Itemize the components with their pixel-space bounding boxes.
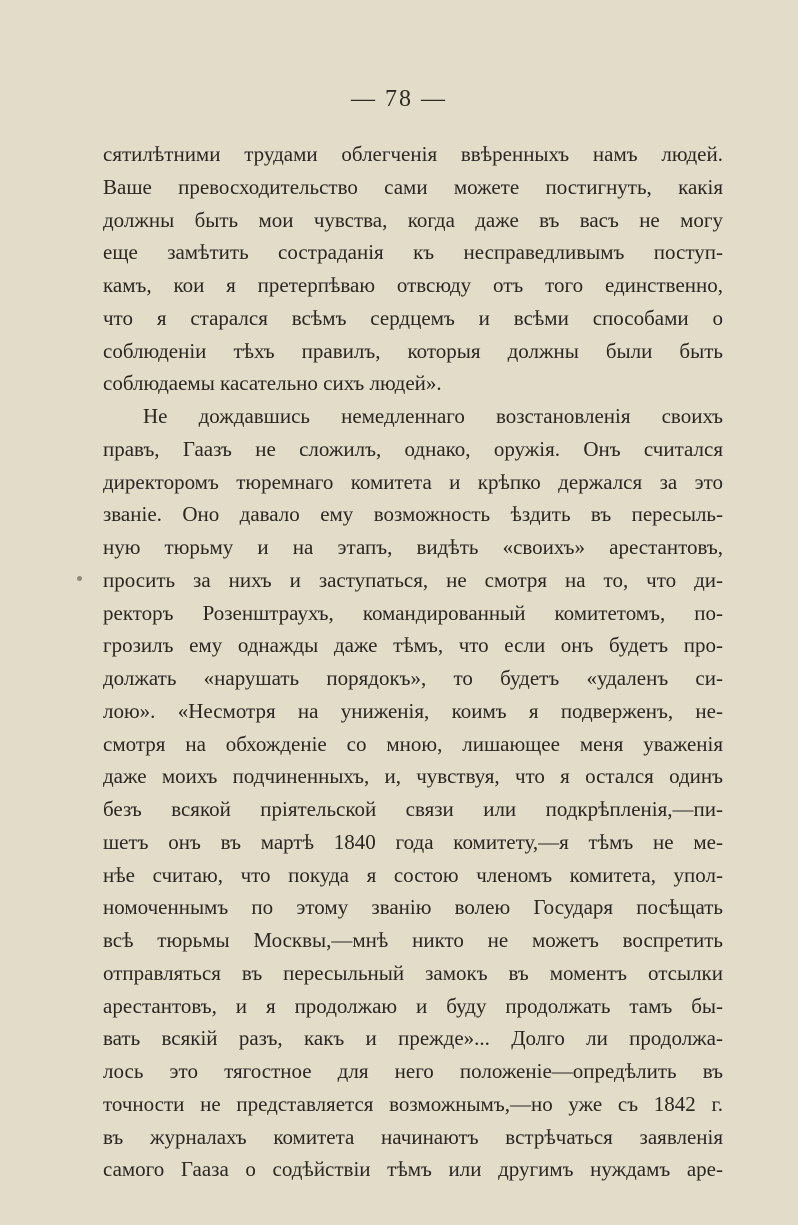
text-line: соблюденіи тѣхъ правилъ, которыя должны были быть: [103, 338, 723, 363]
text-line: самого Гааза о содѣйствіи тѣмъ или другимъ нуждамъ аре-: [103, 1157, 723, 1182]
text-line: камъ, кои я претерпѣваю отвсюду отъ того единственно,: [103, 273, 723, 297]
margin-mark: [77, 576, 82, 581]
text-line: званіе. Оно давало ему возможность ѣздить въ пересыль-: [103, 502, 723, 527]
text-line: должать «нарушать порядокъ», то будетъ «удаленъ си-: [103, 666, 723, 690]
text-line: соблюдаемы касательно сихъ людей».: [103, 371, 442, 396]
text-line: вать всякій разъ, какъ и прежде»... Долго ли продолжа-: [103, 1026, 723, 1051]
text-line: шетъ онъ въ мартѣ 1840 года комитету,—я тѣмъ не ме-: [103, 829, 723, 854]
page-number: — 78 —: [351, 86, 447, 112]
text-line: правъ, Гаазъ не сложилъ, однако, оружія. Онъ считался: [103, 436, 723, 461]
text-line: просить за нихъ и заступаться, не смотря на то, что ди-: [103, 567, 723, 592]
text-line: нѣе считаю, что покуда я состою членомъ комитета, упол-: [103, 862, 723, 887]
text-line: лось это тягостное для него положеніе—опредѣлить въ: [103, 1059, 723, 1083]
text-line: ную тюрьму и на этапъ, видѣть «своихъ» арестантовъ,: [103, 535, 723, 559]
text-line: даже моихъ подчиненныхъ, и, чувствуя, что я остался одинъ: [103, 764, 723, 789]
text-line: Ваше превосходительство сами можете постигнуть, какія: [103, 174, 723, 199]
text-line: директоромъ тюремнаго комитета и крѣпко держался за это: [103, 469, 723, 494]
text-line: безъ всякой пріятельской связи или подкрѣпленія,—пи-: [103, 797, 723, 821]
text-line: смотря на обхожденіе со мною, лишающее меня уваженія: [103, 731, 723, 756]
text-line: точности не представляется возможнымъ,—но уже съ 1842 г.: [103, 1091, 723, 1116]
text-line: лою». «Несмотря на униженія, коимъ я подверженъ, не-: [103, 698, 723, 723]
text-line: въ журналахъ комитета начинаютъ встрѣчаться заявленія: [103, 1124, 723, 1149]
text-line: Не дождавшись немедленнаго возстановленія своихъ: [143, 404, 723, 428]
text-line: всѣ тюрьмы Москвы,—мнѣ никто не можетъ воспретить: [103, 928, 723, 952]
text-line: что я старался всѣмъ сердцемъ и всѣми способами о: [103, 305, 723, 330]
body-text: [103, 138, 723, 1186]
text-line: еще замѣтить состраданія къ несправедливымъ поступ-: [103, 240, 723, 265]
text-line: арестантовъ, и я продолжаю и буду продолжать тамъ бы-: [103, 993, 723, 1018]
text-line: сятилѣтними трудами облегченія ввѣренныхъ намъ людей.: [103, 142, 723, 166]
text-line: отправляться въ пересыльный замокъ въ моментъ отсылки: [103, 960, 723, 985]
text-line: ректоръ Розенштраухъ, командированный комитетомъ, по-: [103, 600, 723, 625]
text-line: должны быть мои чувства, когда даже въ васъ не могу: [103, 207, 723, 232]
text-line: номоченнымъ по этому званію волею Государя посѣщать: [103, 895, 723, 920]
text-line: грозилъ ему однажды даже тѣмъ, что если онъ будетъ про-: [103, 633, 723, 658]
